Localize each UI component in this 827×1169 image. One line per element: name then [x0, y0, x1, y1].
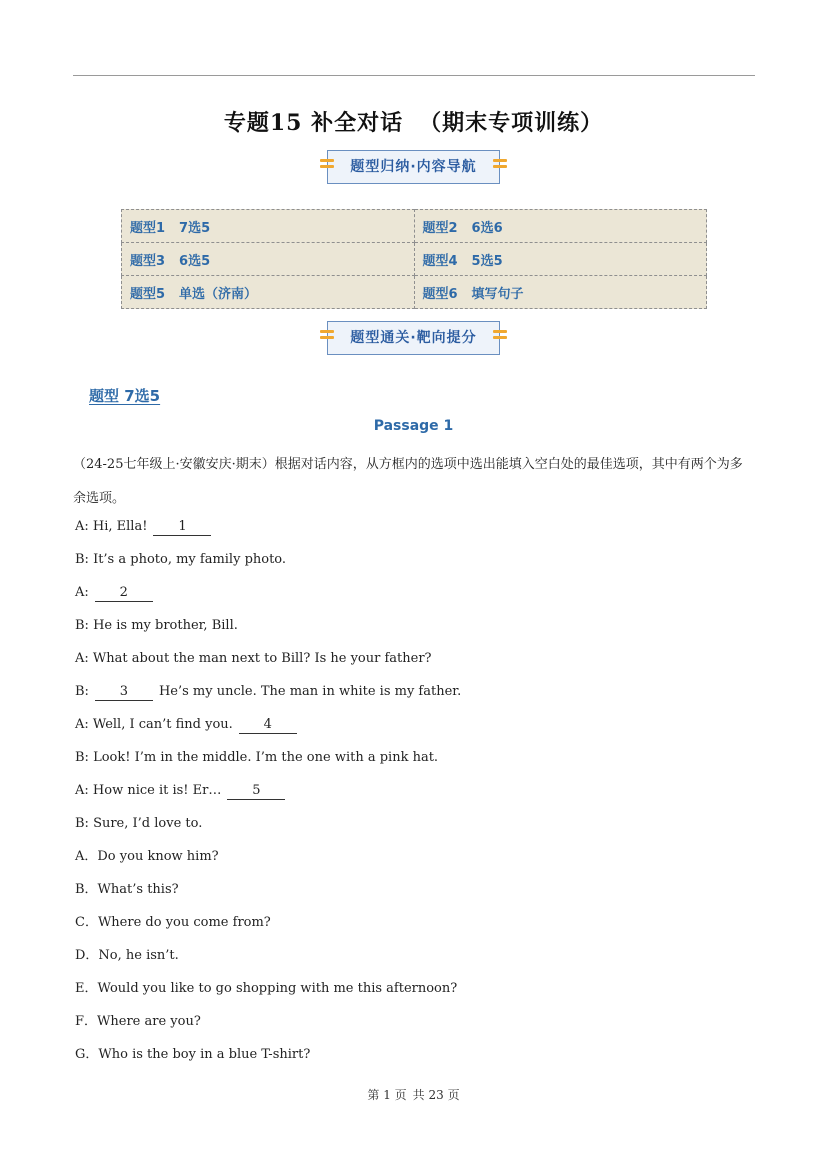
double-bar-icon	[320, 330, 334, 346]
answer-option[interactable]: G．Who is the boy in a blue T-shirt?	[75, 1047, 311, 1062]
dialogue-text: B: It’s a photo, my family photo.	[75, 552, 287, 567]
double-bar-icon	[493, 330, 507, 346]
title-sub: （期末专项训练）	[419, 110, 604, 136]
dialogue-line	[75, 645, 757, 678]
answer-option[interactable]: E．Would you like to go shopping with me this afternoon?	[75, 981, 458, 996]
header-rule	[73, 75, 755, 76]
answer-option[interactable]: F．Where are you?	[75, 1014, 201, 1029]
answer-option[interactable]: B．What’s this?	[75, 882, 179, 897]
double-bar-icon	[320, 159, 334, 175]
toc-item[interactable]: 题型6 填写句子	[414, 276, 707, 309]
dialogue-line	[75, 579, 757, 612]
dialogue-line	[75, 810, 757, 843]
dialogue-text: B: Look! I’m in the middle. I’m the one with a pink hat.	[75, 750, 439, 765]
page-number: 第 1 页	[367, 1088, 407, 1102]
answer-option[interactable]: C．Where do you come from?	[75, 915, 271, 930]
answer-option[interactable]: A．Do you know him?	[75, 849, 219, 864]
page-title	[0, 106, 827, 137]
dialogue-text: A: Well, I can’t find you.	[75, 717, 233, 732]
banner-bottom-label: 题型通关·靶向提分	[350, 330, 477, 346]
banner-top-label: 题型归纳·内容导航	[350, 159, 477, 175]
dialogue-line	[75, 513, 757, 546]
dialogue-line	[75, 744, 757, 777]
toc-item[interactable]: 题型2 6选6	[414, 210, 707, 243]
answer-blank[interactable]: 3	[95, 684, 153, 701]
dialogue-line	[75, 678, 757, 711]
dialogue-text: A: Hi, Ella!	[75, 519, 148, 534]
dialogue-line	[75, 711, 757, 744]
question-body	[75, 513, 757, 1074]
dialogue-line	[75, 777, 757, 810]
dialogue-text: B: Sure, I’d love to.	[75, 816, 203, 831]
toc-item[interactable]: 题型4 5选5	[414, 243, 707, 276]
toc-item[interactable]: 题型1 7选5	[122, 210, 415, 243]
dialogue-text: B: He is my brother, Bill.	[75, 618, 238, 633]
content-nav-banner	[0, 150, 827, 186]
answer-blank[interactable]: 4	[239, 717, 297, 734]
answer-blank[interactable]: 2	[95, 585, 153, 602]
section-heading[interactable]: 题型 7选5	[89, 387, 161, 405]
double-bar-icon	[493, 159, 507, 175]
passage-title: Passage 1	[373, 418, 454, 434]
dialogue-text: A: What about the man next to Bill? Is he your father?	[75, 651, 432, 666]
dialogue-text: A:	[75, 585, 89, 600]
dialogue-text: He’s my uncle. The man in white is my father.	[158, 684, 462, 699]
toc-item[interactable]: 题型3 6选5	[122, 243, 415, 276]
answer-blank[interactable]: 5	[227, 783, 285, 800]
practice-banner	[0, 321, 827, 357]
answer-option[interactable]: D．No, he isn’t.	[75, 948, 179, 963]
toc-item[interactable]: 题型5 单选（济南）	[122, 276, 415, 309]
dialogue-text: B:	[75, 684, 89, 699]
instruction-text: （24-25七年级上·安徽安庆·期末）根据对话内容，从方框内的选项中选出能填入空白处的最佳选项，其中有两个为多余选项。	[73, 457, 743, 506]
page-footer	[0, 1086, 827, 1103]
dialogue-text: A: How nice it is! Er…	[75, 783, 222, 798]
dialogue-line	[75, 612, 757, 645]
answer-blank[interactable]: 1	[153, 519, 211, 536]
page-total: 共 23 页	[412, 1088, 460, 1102]
dialogue-line	[75, 546, 757, 579]
toc-table	[121, 209, 707, 309]
title-main: 专题15 补全对话	[223, 110, 404, 136]
